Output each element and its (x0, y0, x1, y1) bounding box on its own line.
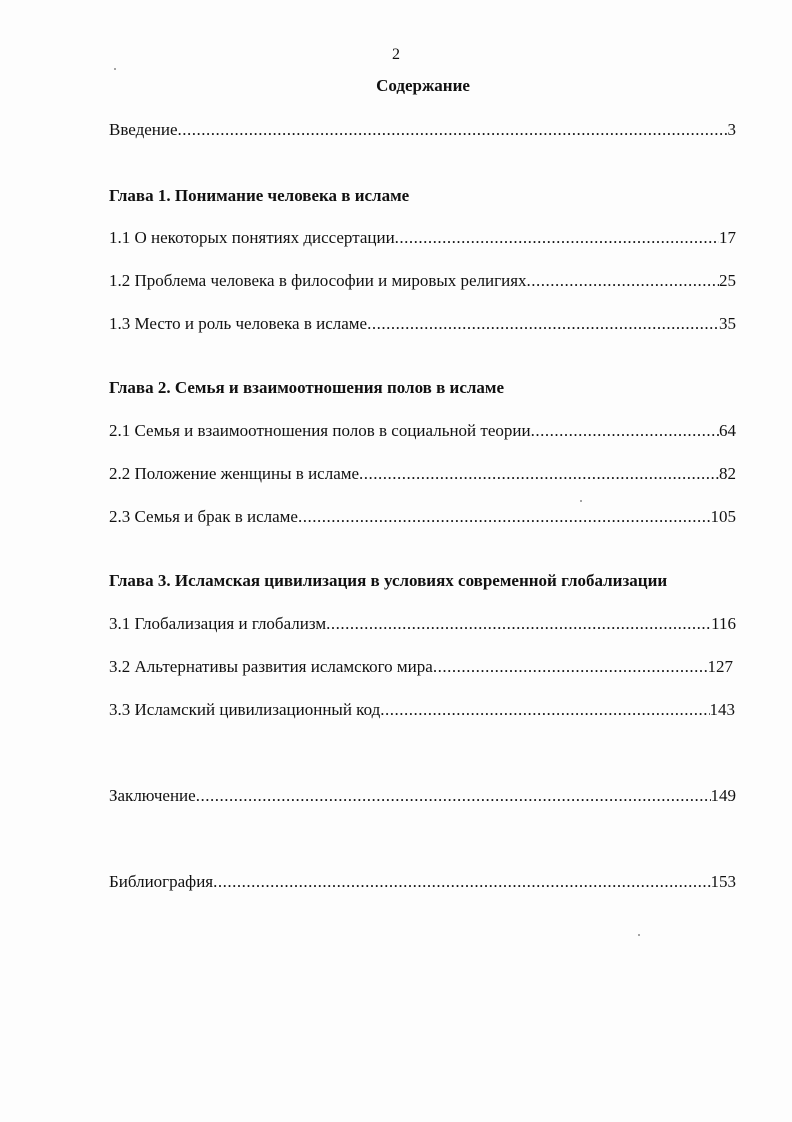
toc-entry-page: 82 (719, 464, 736, 483)
toc-entry-page: 153 (710, 872, 736, 891)
toc-entry-page: 25 (719, 271, 736, 290)
toc-entry-1-1[interactable] (109, 228, 736, 248)
toc-entry-label: 1.2 Проблема человека в философии и мировых религиях (109, 271, 527, 290)
toc-entry-2-2[interactable] (109, 464, 736, 484)
dot-leader (178, 120, 728, 140)
dot-leader (196, 786, 711, 806)
toc-entry-2-3[interactable] (109, 507, 736, 527)
chapter-heading-3[interactable]: Глава 3. Исламская цивилизация в условиях современной глобализации (109, 571, 668, 590)
toc-entry-label: 3.2 Альтернативы развития исламского мира (109, 657, 433, 676)
page-title: Содержание (376, 76, 470, 95)
dot-leader (213, 872, 710, 892)
dot-leader (433, 657, 708, 677)
toc-entry-label: 2.2 Положение женщины в исламе (109, 464, 360, 483)
toc-entry-page: 143 (709, 700, 735, 719)
dot-leader (531, 421, 719, 441)
toc-entry-page: 127 (707, 657, 733, 676)
chapter-heading-1[interactable]: Глава 1. Понимание человека в исламе (109, 186, 410, 205)
toc-entry-page: 149 (710, 786, 736, 805)
toc-entry-label: 2.1 Семья и взаимоотношения полов в социальной теории (109, 421, 531, 440)
dot-leader (298, 507, 711, 527)
scan-speck (638, 934, 640, 936)
toc-entry-page: 35 (719, 314, 736, 333)
toc-entry-page: 17 (719, 228, 736, 247)
toc-entry-page: 3 (727, 120, 736, 139)
toc-entry-label: 1.3 Место и роль человека в исламе (109, 314, 368, 333)
toc-entry-label: 3.1 Глобализация и глобализм (109, 614, 327, 633)
dot-leader (359, 464, 719, 484)
toc-entry-label: Заключение (109, 786, 196, 805)
toc-entry-page: 105 (710, 507, 736, 526)
dot-leader (380, 700, 709, 720)
toc-entry-label: Введение (109, 120, 178, 139)
toc-entry-3-2[interactable] (109, 657, 733, 677)
toc-entry-page: 116 (711, 614, 736, 633)
toc-entry-label: 1.1 О некоторых понятиях диссертации (109, 228, 395, 247)
toc-entry-1-3[interactable] (109, 314, 736, 334)
toc-entry-label: 2.3 Семья и брак в исламе (109, 507, 298, 526)
toc-entry-2-1[interactable] (109, 421, 736, 441)
page-number: 2 (392, 46, 400, 63)
toc-entry-label: Библиография (109, 872, 214, 891)
dot-leader (395, 228, 719, 248)
toc-entry-3-3[interactable] (109, 700, 735, 720)
dot-leader (527, 271, 719, 291)
chapter-heading-2[interactable]: Глава 2. Семья и взаимоотношения полов в исламе (109, 378, 505, 397)
toc-entry-page: 64 (719, 421, 736, 440)
toc-entry-3-1[interactable] (109, 614, 736, 634)
dot-leader (326, 614, 711, 634)
dot-leader (367, 314, 719, 334)
toc-entry-intro[interactable] (109, 120, 736, 140)
toc-entry-conclusion[interactable] (109, 786, 736, 806)
scan-speck (114, 68, 116, 70)
scan-speck (580, 500, 582, 502)
toc-entry-1-2[interactable] (109, 271, 736, 291)
toc-entry-label: 3.3 Исламский цивилизационный код (109, 700, 381, 719)
toc-entry-bibliography[interactable] (109, 872, 736, 892)
